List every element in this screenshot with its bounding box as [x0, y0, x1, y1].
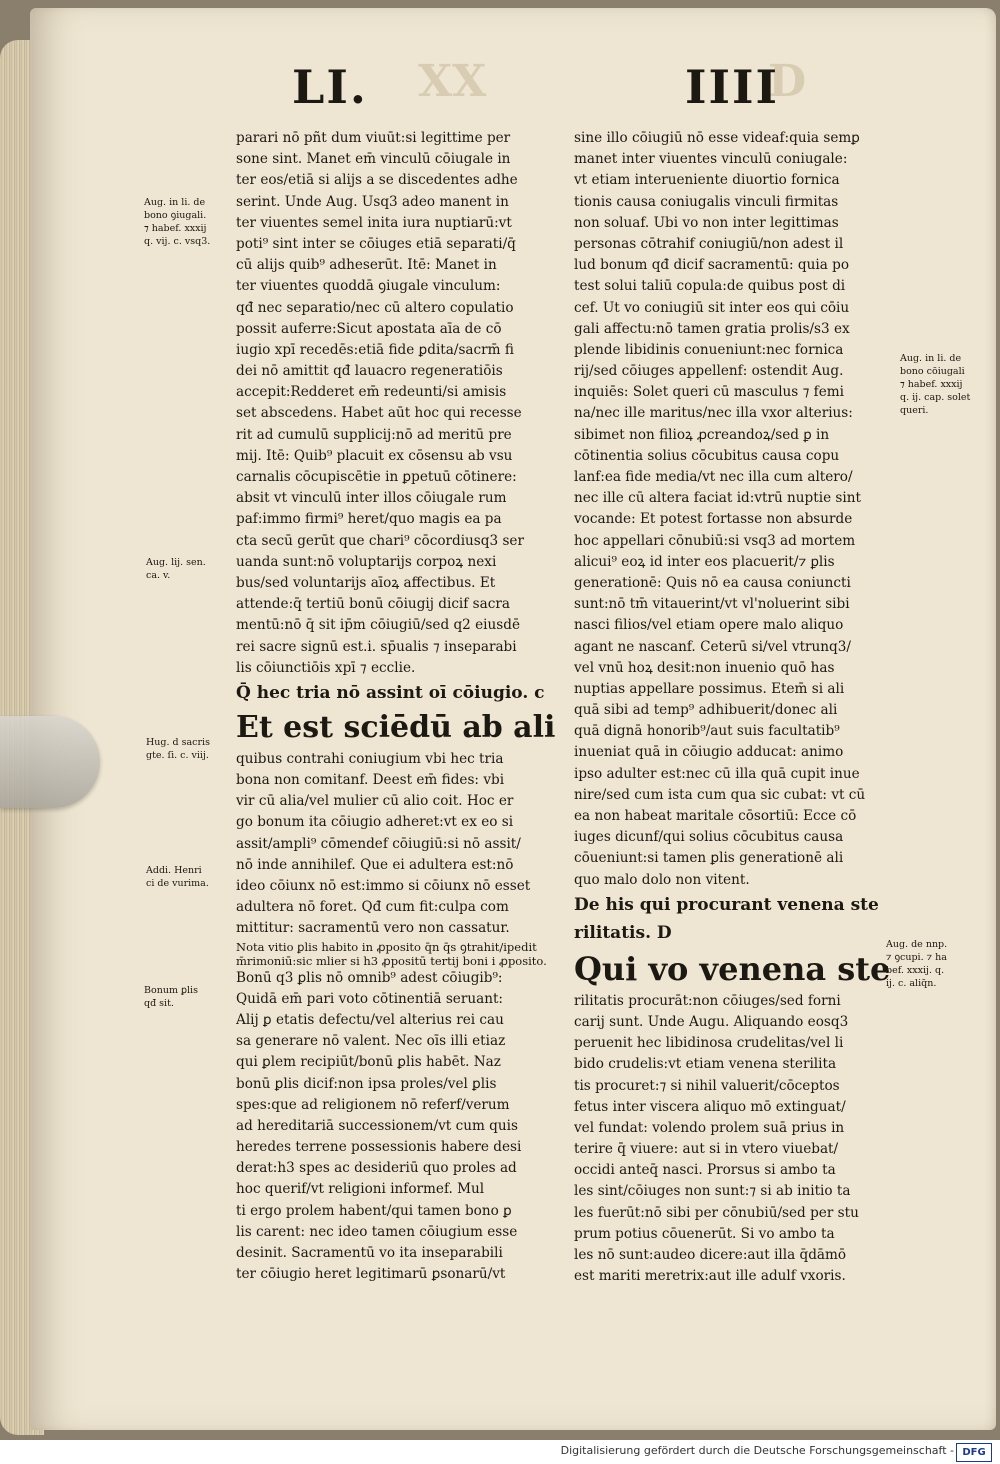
text-line: derat:h3 spes ac desideriū quo proles ad [236, 1160, 517, 1177]
text-line: ter viuentes semel inita iura nuptiarū:vt [236, 214, 512, 231]
text-line: heredes terrene possessionis habere desi [236, 1139, 522, 1156]
text-line: cōtinentia solius cōcubitus causa copu [574, 447, 840, 464]
text-line: dei nō amittit qđ lauacro regeneratiōis [236, 363, 503, 380]
text-line: bus/sed voluntarijs aīoꝝ affectibus. Et [236, 574, 496, 591]
text-line: manet inter viuentes vinculū coniugale: [574, 151, 848, 168]
text-line: sunt:nō tm̄ vitauerint/vt vl'noluerint sibi [574, 596, 850, 613]
section-initial-line: Qui vo venena ste [574, 949, 891, 988]
text-line: ter viuentes quoddā ꝯiugale vinculum: [236, 278, 501, 295]
text-line: prum potius cōuenerūt. Si vo ambo ta [574, 1225, 835, 1242]
bleed-through-mark: XX [418, 56, 487, 107]
text-line: non soluaf. Ubi vo non inter legittimas [574, 214, 839, 231]
margin-note-line: ci de vurima. [146, 878, 209, 889]
text-line: adultera nō foret. Qđ cum fit:culpa com [236, 899, 509, 916]
section-rubric: De his qui procurant venena ste [574, 894, 879, 915]
section-initial-line: Et est sciēdū ab ali [236, 709, 556, 745]
page-clip [0, 716, 100, 808]
bleed-through-mark: D [768, 56, 807, 107]
margin-note-line: Aug. de nnp. [886, 939, 948, 950]
margin-note [900, 352, 970, 417]
margin-note [146, 864, 209, 890]
text-line: paf:immo firmi⁹ heret/quo magis ea pa [236, 511, 502, 528]
text-line: hoc querif/vt religioni informef. Mul [236, 1181, 485, 1198]
text-line: lis cōiunctiōis xpī ⁊ ecclie. [236, 659, 416, 676]
text-line: cta secū gerūt que chari⁹ cōcordiusq3 ser [236, 532, 524, 549]
margin-note-line: Hug. d sacris [146, 737, 210, 748]
footer-bar [0, 1440, 1000, 1464]
margin-note-line: q. ij. cap. solet [900, 392, 971, 403]
text-line: cōueniunt:si tamen ꝑlis generationē ali [574, 850, 844, 867]
text-line: Quidā em̄ pari voto cōtinentiā seruant: [236, 990, 504, 1007]
text-line: ti ergo prolem habent/qui tamen bono ꝑ [236, 1202, 512, 1219]
text-line: carij sunt. Unde Augu. Aliquando eosq3 [574, 1013, 849, 1030]
text-line: ad hereditariā successionem/vt cum quis [236, 1117, 518, 1134]
text-line: na/nec ille maritus/nec illa vxor alterius: [574, 405, 853, 422]
text-line: serint. Unde Aug. Usq3 adeo manent in [236, 193, 509, 210]
text-line: terire q̄ viuere: aut si in vtero viuebat/ [574, 1141, 839, 1158]
text-line: bona non comitanf. Deest em̄ fides: vbi [236, 772, 505, 789]
margin-note-line: gte. ſi. c. viij. [146, 750, 209, 761]
text-line: qui ꝑlem recipiūt/bonū ꝑlis habēt. Naz [236, 1054, 501, 1071]
text-line: possit auferre:Sicut apostata aīa de cō [236, 320, 502, 337]
text-line: vir cū alia/vel mulier cū alio coit. Hoc er [236, 793, 514, 810]
text-line: Bonū q3 ꝑlis nō omnib⁹ adest cōiugib⁹: [236, 969, 503, 986]
margin-note-line: bef. xxxij. q. [886, 965, 945, 976]
text-line: alicui⁹ eoꝝ id inter eos placuerit/⁊ ꝑlis [574, 553, 835, 570]
text-line: personas cōtrahif coniugiū/non adest il [574, 235, 844, 252]
text-line: iuges dicunf/qui solius cōcubitus causa [574, 829, 844, 846]
text-line: quo malo dolo non vitent. [574, 871, 750, 888]
text-line: agant ne nascanf. Ceterū si/vel vtrunq3/ [574, 638, 851, 655]
margin-note-line: ⁊ habef. xxxij [144, 223, 207, 234]
margin-note-line: Bonum ꝑlis [144, 985, 198, 996]
text-line: gali affectu:nō tamen gratia prolis/s3 ex [574, 320, 850, 337]
text-line: peruenit hec libidinosa crudelitas/vel li [574, 1035, 844, 1052]
margin-note-line: ca. v. [146, 570, 171, 581]
text-line: nuptias appellare possimus. Etem̄ si ali [574, 680, 845, 697]
text-line: bido crudelis:vt etiam venena sterilita [574, 1056, 837, 1073]
margin-note-line: Aug. lij. sen. [146, 557, 206, 568]
text-line: les fuerūt:nō sibi per cōnubiū/sed per stu [574, 1204, 859, 1221]
text-line: est mariti meretrix:aut ille adulf vxoris. [574, 1268, 846, 1285]
text-line: parari nō pñt dum viuūt:si legittime per [236, 130, 511, 146]
text-line: nō inde annihilef. Que ei adultera est:nō [236, 856, 514, 873]
addition-note-line: Nota vitio ꝑlis habito in ꝓposito q̄n q̄s ꝯtrahit/ipedit [236, 939, 537, 954]
text-line: qđ nec separatio/nec cū altero copulatio [236, 299, 514, 316]
text-line: vel vnū hoꝝ desit:non inuenio quō has [574, 659, 835, 676]
left-text-column [236, 128, 556, 1285]
margin-note-line: qđ sit. [144, 998, 174, 1009]
text-line: iugio xpī recedēs:etiā fide ꝑdita/sacrm̄ fi [236, 341, 514, 358]
text-line: les nō sunt:audeo dicere:aut illa q̄dāmō [574, 1247, 847, 1263]
margin-note-line: ⁊ ꝯcupi. ⁊ ha [886, 952, 947, 963]
text-line: ipso adulter est:nec cū illa quā cupit inue [574, 765, 860, 782]
text-line: vt etiam interueniente diuortio fornica [574, 172, 840, 189]
dfg-logo: DFG [956, 1443, 992, 1462]
text-line: mentū:nō q̄ sit ip̄m cōiugiū/sed q2 eiusdē [236, 617, 521, 634]
margin-note-line: bono cōiugali [900, 366, 965, 377]
text-line: sibimet non filioꝝ ꝓcreandoꝝ/sed ꝑ in [574, 426, 830, 443]
text-line: attende:q̄ tertiū bonū cōiugij dicif sacra [236, 596, 510, 613]
text-line: sone sint. Manet em̄ vinculū cōiugale in [236, 151, 511, 168]
margin-note-line: ij. c. aliq̄n. [886, 978, 937, 989]
text-line: Alij ꝑ etatis defectu/vel alterius rei cau [236, 1011, 504, 1028]
text-line: occidi anteq̄ nasci. Prorsus si ambo ta [574, 1162, 836, 1179]
text-line: inquiēs: Solet queri cū masculus ⁊ femi [574, 384, 844, 401]
section-rubric: Q̄ hec tria nō assint oī cōiugio. c [236, 682, 545, 703]
text-line: assit/ampli⁹ cōmendef cōiugiū:si nō assit/ [236, 835, 521, 852]
folio-number-right: IIII [685, 60, 780, 114]
text-line: cū alijs quib⁹ adheserūt. Itē: Manet in [236, 257, 497, 274]
text-line: rilitatis procurāt:non cōiuges/sed forni [574, 992, 841, 1009]
text-line: spes:que ad religionem nō referf/verum [236, 1096, 510, 1113]
text-line: accepit:Redderet em̄ redeunti/si amisis [236, 384, 507, 401]
margin-note [886, 938, 947, 990]
section-rubric: rilitatis. D [574, 922, 672, 943]
margin-note-line: queri. [900, 405, 929, 416]
text-line: sine illo cōiugiū nō esse videaf:quia semꝑ [574, 130, 860, 146]
text-line: rit ad cumulū supplicij:nō ad meritū pre [236, 426, 512, 443]
funding-credit: Digitalisierung gefördert durch die Deutsche Forschungsgemeinschaft - [560, 1444, 954, 1457]
text-line: uanda sunt:nō voluptarijs corpoꝝ nexi [236, 553, 497, 570]
margin-note-line: Aug. in li. de [900, 353, 962, 364]
margin-note-line: bono ꝯiugali. [144, 210, 207, 221]
text-line: inueniat quā in cōiugio adducat: animo [574, 744, 844, 761]
text-line: tionis causa coniugalis vinculi firmitas [574, 193, 839, 210]
text-line: hoc appellari cōnubiū:si vsq3 ad mortem [574, 532, 856, 549]
text-line: bonū ꝑlis dicif:non ipsa proles/vel ꝑlis [236, 1075, 497, 1092]
margin-note [144, 984, 198, 1010]
text-line: lis carent: nec ideo tamen cōiugium esse [236, 1223, 518, 1240]
text-line: fetus inter viscera aliquo mō extinguat/ [574, 1098, 846, 1115]
text-line: desinit. Sacramentū vo ita inseparabili [236, 1245, 503, 1261]
text-line: quibus contrahi coniugium vbi hec tria [236, 750, 504, 767]
margin-note [146, 556, 206, 582]
addition-note-line: m̄rimoniū:sic mlier si h3 ꝓpositū tertij boni i ꝓposito. [236, 953, 547, 968]
margin-note-line: Aug. in li. de [144, 197, 206, 208]
text-line: rij/sed cōiuges appellenf: ostendit Aug. [574, 363, 844, 380]
text-line: rei sacre signū est.i. sp̄ualis ⁊ inseparabi [236, 638, 517, 655]
text-line: set abscedens. Habet aūt hoc qui recesse [236, 405, 522, 422]
text-line: poti⁹ sint inter se cōiuges etiā separati/q̄ [236, 235, 516, 252]
text-line: ideo cōiunx nō est:immo si cōiunx nō esset [236, 878, 531, 894]
text-line: sa generare nō valent. Nec oīs illi etiaz [236, 1033, 506, 1050]
text-line: absit vt vinculū inter illos cōiugale rum [236, 490, 507, 507]
text-line: nec ille cū altera faciat id:vtrū nuptie sint [574, 490, 861, 507]
text-line: mij. Itē: Quib⁹ placuit ex cōsensu ab vsu [236, 447, 513, 464]
text-line: les sint/cōiuges non sunt:⁊ si ab initio ta [574, 1183, 851, 1200]
text-line: tis procuret:⁊ si nihil valuerit/cōceptos [574, 1077, 840, 1094]
text-line: generationē: Quis nō ea causa coniuncti [574, 574, 851, 591]
text-line: nire/sed cum ista cum qua sic cubat: vt cū [574, 786, 866, 803]
folio-number-left: LI. [292, 60, 368, 114]
margin-note-line: q. vij. c. vsq3. [144, 236, 211, 247]
text-line: test solui taliū copula:de quibus post di [574, 278, 846, 295]
text-line: ea non habeat maritale cōsortiū: Ecce cō [574, 808, 857, 824]
right-text-column [574, 128, 894, 1287]
margin-note-line: Addi. Henri [146, 865, 202, 876]
text-line: lud bonum qđ dicif sacramentū: quia po [574, 257, 850, 274]
text-line: mittitur: sacramentū vero non cassatur. [236, 920, 510, 937]
margin-note-line: ⁊ habef. xxxij [900, 379, 963, 390]
text-line: plende libidinis conueniunt:nec fornica [574, 341, 844, 358]
text-line: cef. Ut vo coniugiū sit inter eos qui cōiu [574, 299, 850, 316]
text-line: ter cōiugio heret legitimarū ꝑsonarū/vt [236, 1266, 506, 1283]
text-line: vel fundat: volendo prolem suā prius in [574, 1119, 845, 1136]
text-line: carnalis cōcupiscētie in ꝑpetuū cōtinere: [236, 469, 517, 485]
text-line: go bonum ita cōiugio adheret:vt ex eo si [236, 814, 514, 831]
text-line: ter eos/etiā si alijs a se discedentes adhe [236, 172, 518, 189]
text-line: vocande: Et potest fortasse non absurde [574, 511, 853, 528]
margin-note [146, 736, 210, 762]
text-line: quā dignā honorib⁹/aut suis facultatib⁹ [574, 723, 840, 740]
text-line: quā sibi ad temp⁹ adhibuerit/donec ali [574, 702, 838, 719]
text-line: lanf:ea fide media/vt nec illa cum altero/ [574, 469, 853, 485]
margin-note [144, 196, 210, 248]
text-line: nasci filios/vel etiam opere malo aliquo [574, 617, 844, 634]
